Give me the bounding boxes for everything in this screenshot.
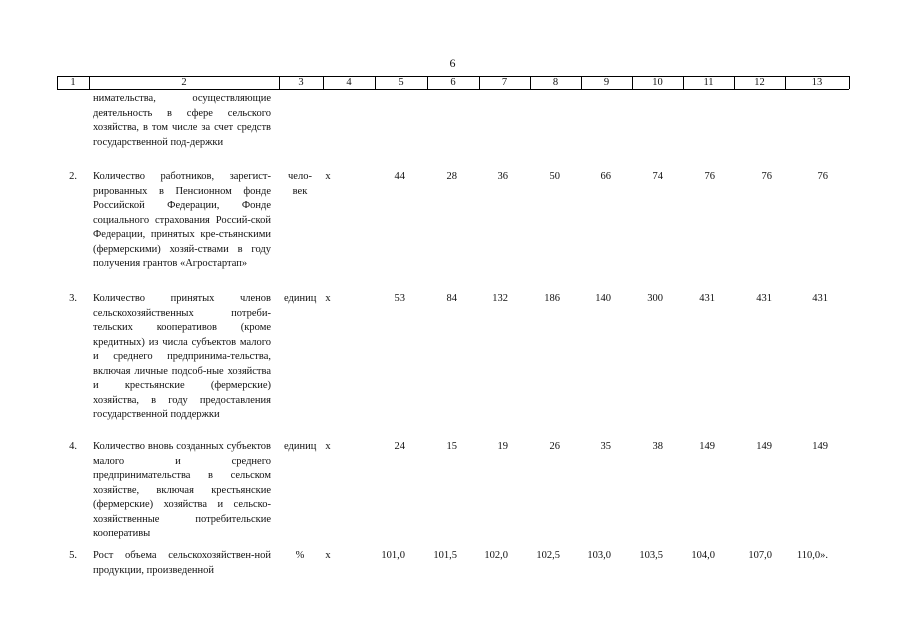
unit-of-measure: чело-век bbox=[288, 171, 312, 197]
indicator-description: нимательства, осуществляющие деятельность в сфере сельского хозяйства, в том числе за счет средств государственной под-держки bbox=[93, 93, 271, 148]
unit-of-measure: единиц bbox=[284, 441, 317, 452]
row-number: 2. bbox=[69, 171, 77, 182]
year-value-cell: 76 bbox=[704, 171, 715, 182]
year-value-cell: 76 bbox=[761, 171, 772, 182]
year-value-cell: 431 bbox=[812, 293, 828, 304]
year-value-cell: 53 bbox=[394, 293, 405, 304]
column-number: 9 bbox=[603, 77, 610, 88]
column-number: 1 bbox=[70, 77, 76, 88]
year-value-cell: 101,0 bbox=[381, 550, 405, 561]
year-value-cell: 149 bbox=[756, 441, 772, 452]
year-value-cell: 186 bbox=[544, 293, 560, 304]
year-value-cell: 107,0 bbox=[748, 550, 772, 561]
year-value-cell: 26 bbox=[549, 441, 560, 452]
column-number: 4 bbox=[346, 77, 352, 88]
year-value-cell: 74 bbox=[652, 171, 663, 182]
year-value-cell: 35 bbox=[600, 441, 611, 452]
column-number: 6 bbox=[450, 77, 456, 88]
year-value-cell: 132 bbox=[492, 293, 508, 304]
column-number: 12 bbox=[754, 77, 765, 88]
year-value-cell: 101,5 bbox=[433, 550, 457, 561]
column-number: 5 bbox=[398, 77, 404, 88]
year-value-cell: 36 bbox=[497, 171, 508, 182]
year-value-cell: 104,0 bbox=[691, 550, 715, 561]
year-value-cell: 38 bbox=[652, 441, 663, 452]
year-value-cell: 149 bbox=[699, 441, 715, 452]
year-value-cell: 102,5 bbox=[536, 550, 560, 561]
column-number: 2 bbox=[181, 77, 187, 88]
year-value-cell: 149 bbox=[812, 441, 828, 452]
row-number: 4. bbox=[69, 441, 77, 452]
base-value-cell: х bbox=[325, 171, 331, 182]
indicator-description: Количество принятых членов сельскохозяйственных потреби-тельских кооперативов (кроме кредитных) из числа субъектов малого и среднего предпринима-тельства, включая личные подсоб-ные хозяйства и крестьянские (фермерские) хозяйства, в году предоставления государственной поддержки bbox=[93, 293, 271, 420]
year-value-cell: 140 bbox=[595, 293, 611, 304]
column-number: 8 bbox=[552, 77, 559, 88]
page-number: 6 bbox=[449, 56, 456, 70]
year-value-cell: 102,0 bbox=[484, 550, 508, 561]
header-bottom-border bbox=[57, 89, 849, 90]
year-value-cell: 19 bbox=[497, 441, 508, 452]
year-value-cell: 103,5 bbox=[639, 550, 663, 561]
year-value-cell: 76 bbox=[817, 171, 828, 182]
row-number: 5. bbox=[69, 550, 77, 561]
year-value-cell: 110,0». bbox=[796, 550, 828, 561]
indicator-description: Количество вновь созданных субъектов малого и среднего предпринимательства в сельском хозяйстве, включая крестьянские (фермерские) хозяйства и сельско-хозяйственные потребительские кооперативы bbox=[93, 441, 271, 539]
row-number: 3. bbox=[69, 293, 77, 304]
base-value-cell: х bbox=[325, 550, 331, 561]
year-value-cell: 24 bbox=[394, 441, 405, 452]
indicator-description: Рост объема сельскохозяйствен-ной продукции, произведенной bbox=[93, 550, 271, 576]
column-number: 10 bbox=[652, 77, 663, 88]
year-value-cell: 431 bbox=[699, 293, 715, 304]
base-value-cell: х bbox=[325, 293, 331, 304]
year-value-cell: 66 bbox=[600, 171, 611, 182]
column-number: 11 bbox=[703, 77, 714, 88]
column-number: 3 bbox=[298, 77, 304, 88]
year-value-cell: 103,0 bbox=[587, 550, 611, 561]
column-number: 13 bbox=[811, 77, 823, 88]
year-value-cell: 84 bbox=[446, 293, 457, 304]
year-value-cell: 44 bbox=[394, 171, 405, 182]
unit-of-measure: единиц bbox=[284, 293, 317, 304]
base-value-cell: х bbox=[325, 441, 331, 452]
year-value-cell: 50 bbox=[549, 171, 560, 182]
column-divider bbox=[849, 76, 850, 89]
column-number: 7 bbox=[501, 77, 508, 88]
indicator-description: Количество работников, зарегист-рированных в Пенсионном фонде Российской Федерации, Фонде социального страхования Россий-ской Федерации, принятых кре-стьянскими (фермерскими) хозяй-ствами в году получения грантов «Агростартап» bbox=[93, 171, 271, 269]
unit-of-measure: % bbox=[295, 550, 305, 561]
year-value-cell: 15 bbox=[446, 441, 457, 452]
year-value-cell: 28 bbox=[446, 171, 457, 182]
year-value-cell: 431 bbox=[756, 293, 772, 304]
year-value-cell: 300 bbox=[647, 293, 663, 304]
